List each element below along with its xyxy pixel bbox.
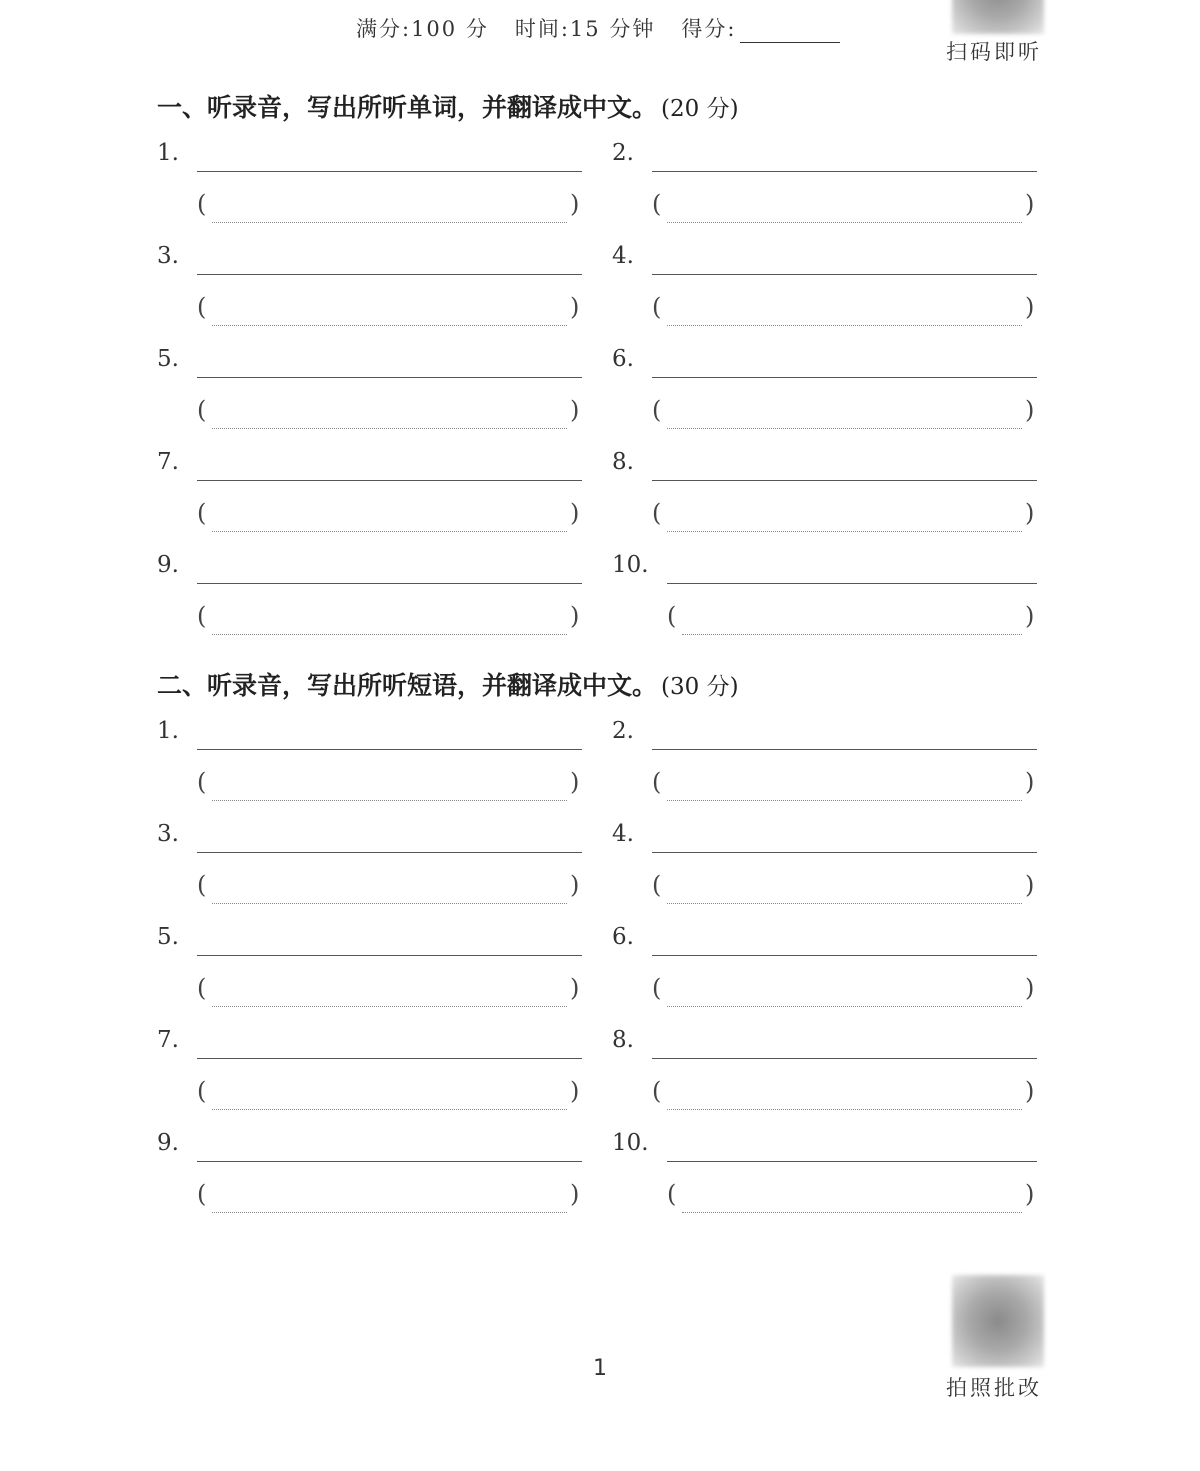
answer-item <box>157 243 587 333</box>
close-paren: ) <box>1025 1077 1035 1105</box>
translation-blank[interactable] <box>667 222 1022 223</box>
translation-blank[interactable] <box>212 800 567 801</box>
close-paren: ) <box>570 602 580 630</box>
answer-blank[interactable] <box>197 377 582 378</box>
open-paren: ( <box>197 768 207 796</box>
item-number: 10. <box>612 1130 649 1156</box>
answer-item <box>157 1027 587 1117</box>
close-paren: ) <box>570 1180 580 1208</box>
answer-blank[interactable] <box>197 1161 582 1162</box>
open-paren: ( <box>197 974 207 1002</box>
translation-blank[interactable] <box>212 428 567 429</box>
open-paren: ( <box>652 293 662 321</box>
open-paren: ( <box>197 396 207 424</box>
close-paren: ) <box>570 499 580 527</box>
open-paren: ( <box>652 190 662 218</box>
translation-blank[interactable] <box>212 531 567 532</box>
qr-listen-caption: 扫码即听 <box>946 40 1042 64</box>
answer-item <box>157 449 587 539</box>
item-number: 3. <box>157 243 179 269</box>
open-paren: ( <box>197 602 207 630</box>
answer-item <box>612 821 1042 911</box>
section-1-title <box>157 88 739 124</box>
close-paren: ) <box>1025 974 1035 1002</box>
item-number: 2. <box>612 140 634 166</box>
translation-blank[interactable] <box>667 531 1022 532</box>
qr-code-listen-icon <box>952 0 1044 34</box>
item-number: 5. <box>157 346 179 372</box>
open-paren: ( <box>197 499 207 527</box>
answer-item <box>157 1130 587 1220</box>
answer-item <box>157 821 587 911</box>
item-number: 4. <box>612 243 634 269</box>
qr-grade-caption: 拍照批改 <box>946 1376 1042 1400</box>
full-score: 满分:100 分 <box>356 17 489 41</box>
item-number: 7. <box>157 449 179 475</box>
item-number: 7. <box>157 1027 179 1053</box>
translation-blank[interactable] <box>212 634 567 635</box>
answer-blank[interactable] <box>197 749 582 750</box>
answer-item <box>157 140 587 230</box>
answer-item <box>612 552 1042 642</box>
answer-blank[interactable] <box>652 171 1037 172</box>
answer-item <box>157 552 587 642</box>
close-paren: ) <box>570 768 580 796</box>
answer-item <box>612 1130 1042 1220</box>
close-paren: ) <box>570 1077 580 1105</box>
open-paren: ( <box>667 1180 677 1208</box>
open-paren: ( <box>197 1077 207 1105</box>
translation-blank[interactable] <box>682 1212 1022 1213</box>
answer-item <box>157 718 587 808</box>
answer-blank[interactable] <box>197 171 582 172</box>
close-paren: ) <box>1025 396 1035 424</box>
answer-blank[interactable] <box>197 1058 582 1059</box>
open-paren: ( <box>652 871 662 899</box>
open-paren: ( <box>652 768 662 796</box>
item-number: 4. <box>612 821 634 847</box>
section-1-title-text: 一、听录音，写出所听单词，并翻译成中文。 <box>157 93 658 122</box>
translation-blank[interactable] <box>667 428 1022 429</box>
time-limit: 时间:15 分钟 <box>514 17 656 41</box>
answer-blank[interactable] <box>652 749 1037 750</box>
item-number: 1. <box>157 140 179 166</box>
item-number: 9. <box>157 1130 179 1156</box>
answer-blank[interactable] <box>652 1058 1037 1059</box>
answer-blank[interactable] <box>667 583 1037 584</box>
close-paren: ) <box>570 871 580 899</box>
open-paren: ( <box>667 602 677 630</box>
close-paren: ) <box>1025 190 1035 218</box>
item-number: 8. <box>612 449 634 475</box>
answer-item <box>612 1027 1042 1117</box>
close-paren: ) <box>1025 602 1035 630</box>
translation-blank[interactable] <box>667 1006 1022 1007</box>
section-2-title-text: 二、听录音，写出所听短语，并翻译成中文。 <box>157 671 658 700</box>
item-number: 10. <box>612 552 649 578</box>
score-label <box>681 13 866 43</box>
answer-blank[interactable] <box>652 480 1037 481</box>
close-paren: ) <box>570 974 580 1002</box>
answer-blank[interactable] <box>197 852 582 853</box>
section-2-points: (30 分) <box>661 674 739 700</box>
answer-blank[interactable] <box>652 377 1037 378</box>
translation-blank[interactable] <box>212 1212 567 1213</box>
answer-item <box>612 718 1042 808</box>
section-2-title <box>157 666 739 702</box>
score-blank[interactable] <box>740 16 840 43</box>
close-paren: ) <box>570 293 580 321</box>
answer-blank[interactable] <box>652 955 1037 956</box>
open-paren: ( <box>652 396 662 424</box>
section-1-points: (20 分) <box>661 96 739 122</box>
score-label-text: 得分: <box>681 17 737 41</box>
open-paren: ( <box>197 293 207 321</box>
item-number: 1. <box>157 718 179 744</box>
close-paren: ) <box>1025 499 1035 527</box>
item-number: 2. <box>612 718 634 744</box>
worksheet-header <box>356 8 892 48</box>
open-paren: ( <box>652 499 662 527</box>
answer-item <box>612 140 1042 230</box>
close-paren: ) <box>1025 1180 1035 1208</box>
translation-blank[interactable] <box>212 903 567 904</box>
answer-item <box>157 924 587 1014</box>
answer-item <box>612 449 1042 539</box>
open-paren: ( <box>652 974 662 1002</box>
item-number: 3. <box>157 821 179 847</box>
translation-blank[interactable] <box>212 1109 567 1110</box>
translation-blank[interactable] <box>667 325 1022 326</box>
translation-blank[interactable] <box>212 222 567 223</box>
close-paren: ) <box>570 396 580 424</box>
translation-blank[interactable] <box>682 634 1022 635</box>
translation-blank[interactable] <box>667 1109 1022 1110</box>
open-paren: ( <box>197 1180 207 1208</box>
answer-item <box>612 243 1042 333</box>
answer-item <box>157 346 587 436</box>
item-number: 5. <box>157 924 179 950</box>
answer-item <box>612 346 1042 436</box>
item-number: 8. <box>612 1027 634 1053</box>
open-paren: ( <box>652 1077 662 1105</box>
answer-blank[interactable] <box>197 274 582 275</box>
item-number: 6. <box>612 346 634 372</box>
close-paren: ) <box>570 190 580 218</box>
answer-blank[interactable] <box>667 1161 1037 1162</box>
answer-item <box>612 924 1042 1014</box>
answer-blank[interactable] <box>197 480 582 481</box>
translation-blank[interactable] <box>212 325 567 326</box>
answer-blank[interactable] <box>197 583 582 584</box>
translation-blank[interactable] <box>667 903 1022 904</box>
close-paren: ) <box>1025 768 1035 796</box>
page-number: 1 <box>593 1356 607 1381</box>
translation-blank[interactable] <box>667 800 1022 801</box>
open-paren: ( <box>197 190 207 218</box>
answer-blank[interactable] <box>652 852 1037 853</box>
item-number: 6. <box>612 924 634 950</box>
close-paren: ) <box>1025 293 1035 321</box>
item-number: 9. <box>157 552 179 578</box>
close-paren: ) <box>1025 871 1035 899</box>
answer-blank[interactable] <box>197 955 582 956</box>
open-paren: ( <box>197 871 207 899</box>
translation-blank[interactable] <box>212 1006 567 1007</box>
qr-code-grade-icon <box>952 1275 1044 1367</box>
answer-blank[interactable] <box>652 274 1037 275</box>
